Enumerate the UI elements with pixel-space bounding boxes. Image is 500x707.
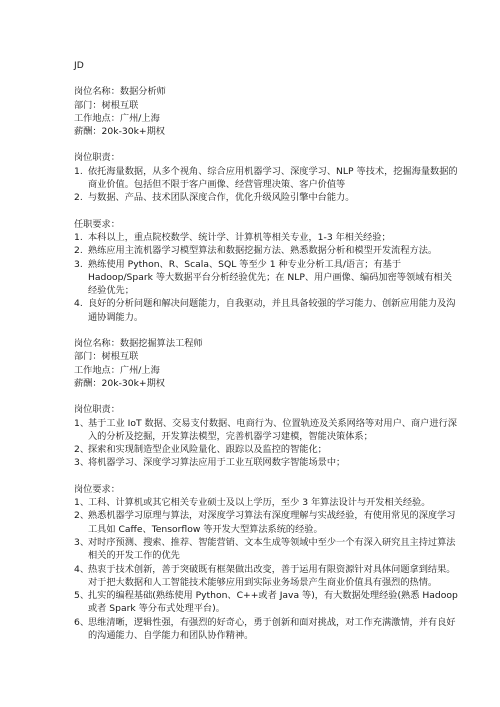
- list-item: [74, 417, 460, 444]
- list-text: 对时序预测、搜索、推荐、智能营销、文本生成等领域中至少一个有深入研究且主持过算法相关的开发工作的优先: [88, 536, 456, 562]
- list-number: 1.: [74, 165, 83, 177]
- list-text: 热衷于技术创新，善于突破既有框架做出改变，善于运用有限资源针对具体问题拿到结果。对于把大数据和人工智能技术能够应用到实际业务场景产生商业价值具有强烈的热情。: [88, 563, 456, 588]
- list-item: [74, 258, 460, 298]
- list-text: 与数据、产品、技术团队深度合作，优化升级风险引擎中台能力。: [88, 192, 355, 204]
- doc-header: JD: [74, 60, 84, 71]
- list-item: [74, 616, 460, 643]
- list-number: 5、: [74, 590, 90, 602]
- list-number: 3、: [74, 536, 90, 548]
- job2-title: 岗位名称：数据挖掘算法工程师: [74, 338, 203, 350]
- list-text: 熟练使用 Python、R、Scala、SQL 等至少 1 种专业分析工具/语言；有基于 Hadoop/Spark 等大数据平台分析经验优先；在 NLP、用户画像、编码加密等领域有相关经验优先；: [88, 258, 452, 297]
- list-number: 2.: [74, 192, 83, 204]
- list-text: 熟练应用主流机器学习模型算法和数据挖掘方法、熟悉数据分析和模型开发流程方法。: [88, 245, 438, 257]
- list-number: 3.: [74, 258, 83, 270]
- list-item: [74, 509, 460, 536]
- list-item: [74, 563, 460, 590]
- job2-duties-list: [74, 417, 460, 470]
- job2-location: 工作地点：广州/上海: [74, 364, 160, 376]
- list-item: [74, 456, 460, 469]
- job1-title: 岗位名称：数据分析师: [74, 86, 166, 98]
- job1-salary: 薪酬：20k-30k+期权: [74, 126, 165, 138]
- job2-duties-title: 岗位职责：: [74, 404, 120, 416]
- job2-department: 部门：树根互联: [74, 351, 139, 363]
- list-number: 2.: [74, 245, 83, 257]
- list-text: 本科以上，重点院校数学、统计学、计算机等相关专业，1-3 年相关经验；: [88, 231, 391, 243]
- list-text: 熟悉机器学习原理与算法，对深度学习算法有深度理解与实战经验，有使用常见的深度学习工具如 Caffe、Tensorflow 等开发大型算法系统的经验。: [88, 510, 456, 535]
- list-number: 4.: [74, 298, 83, 310]
- list-text: 基于工业 IoT 数据、交易支付数据、电商行为、位置轨迹及关系网络等对用户、商户进行深入的分析及挖掘，开发算法模型，完善机器学习建模，智能决策体系；: [88, 417, 457, 442]
- list-item: [74, 443, 460, 456]
- list-number: 3、: [74, 457, 90, 469]
- job2-section: [74, 337, 460, 642]
- list-item: [74, 589, 460, 616]
- list-number: 1、: [74, 417, 90, 429]
- job1-requirements-list: [74, 231, 460, 324]
- list-number: 2、: [74, 510, 90, 522]
- list-text: 依托海量数据，从多个视角、综合应用机器学习、深度学习、NLP 等技术，挖掘海量数据的商业价值。包括但不限于客户画像、经营管理决策、客户价值等: [88, 165, 458, 191]
- job2-requirements-title: 岗位要求：: [74, 483, 120, 495]
- job1-department: 部门：树根互联: [74, 99, 139, 111]
- job1-duties-title: 岗位职责：: [74, 152, 120, 164]
- list-item: [74, 496, 460, 509]
- list-item: [74, 231, 460, 244]
- list-item: [74, 244, 460, 257]
- list-text: 工科、计算机或其它相关专业硕士及以上学历，至少 3 年算法设计与开发相关经验。: [88, 497, 431, 509]
- list-number: 6、: [74, 616, 90, 628]
- list-number: 4、: [74, 563, 90, 575]
- list-number: 1.: [74, 231, 83, 243]
- job1-location: 工作地点：广州/上海: [74, 112, 160, 124]
- list-item: [74, 536, 460, 563]
- list-number: 2、: [74, 444, 90, 456]
- list-item: [74, 297, 460, 324]
- list-text: 扎实的编程基础(熟练使用 Python、C++或者 Java 等)，有大数据处理经验(熟悉 Hadoop 或者 Spark 等分布式处理平台)。: [88, 590, 458, 615]
- list-text: 思维清晰，逻辑性强，有强烈的好奇心，勇于创新和面对挑战，对工作充满激情，并有良好的沟通能力、自学能力和团队协作精神。: [88, 616, 456, 641]
- list-text: 将机器学习、深度学习算法应用于工业互联网数字智能场景中；: [88, 457, 346, 469]
- list-item: [74, 165, 460, 192]
- job2-salary: 薪酬：20k-30k+期权: [74, 377, 165, 389]
- job1-section: [74, 85, 460, 324]
- list-text: 良好的分析问题和解决问题能力，自我驱动，并且具备较强的学习能力、创新应用能力及沟通协调能力。: [88, 298, 456, 323]
- job1-requirements-title: 任职要求：: [74, 218, 120, 230]
- job1-duties-list: [74, 165, 460, 205]
- list-text: 探索和实现制造型企业风险量化、跟踪以及监控的智能化；: [88, 444, 327, 456]
- list-item: [74, 191, 460, 204]
- list-number: 1、: [74, 497, 90, 509]
- job2-requirements-list: [74, 496, 460, 642]
